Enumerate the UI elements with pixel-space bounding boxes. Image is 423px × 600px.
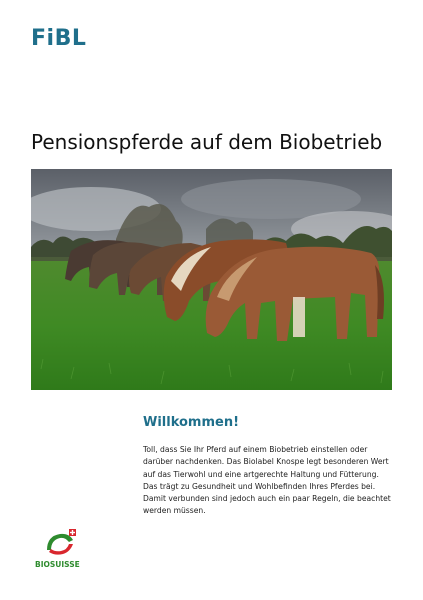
welcome-heading: Willkommen! <box>143 415 240 430</box>
bio-suisse-wordmark: BIOSUISSE <box>35 560 80 569</box>
horses-photo <box>31 169 392 390</box>
intro-paragraph: Toll, dass Sie Ihr Pferd auf einem Biobetrieb einstellen oder darüber nachdenken. Das Biolabel Knospe legt besonderen Wert auf das Tierwohl und eine artgerechte Haltung und Fütterung. Das trägt zu Gesundheit und Wohlbefinden Ihres Pferdes bei. Damit verbunden sind jedoch auch ein paar Regeln, die beachtet werden müssen. <box>143 445 391 516</box>
page-title: Pensionspferde auf dem Biobetrieb <box>31 130 383 154</box>
fibl-logo: FiBL <box>31 26 87 51</box>
bio-suisse-logo <box>35 528 81 576</box>
bud-logo-icon <box>43 528 77 558</box>
